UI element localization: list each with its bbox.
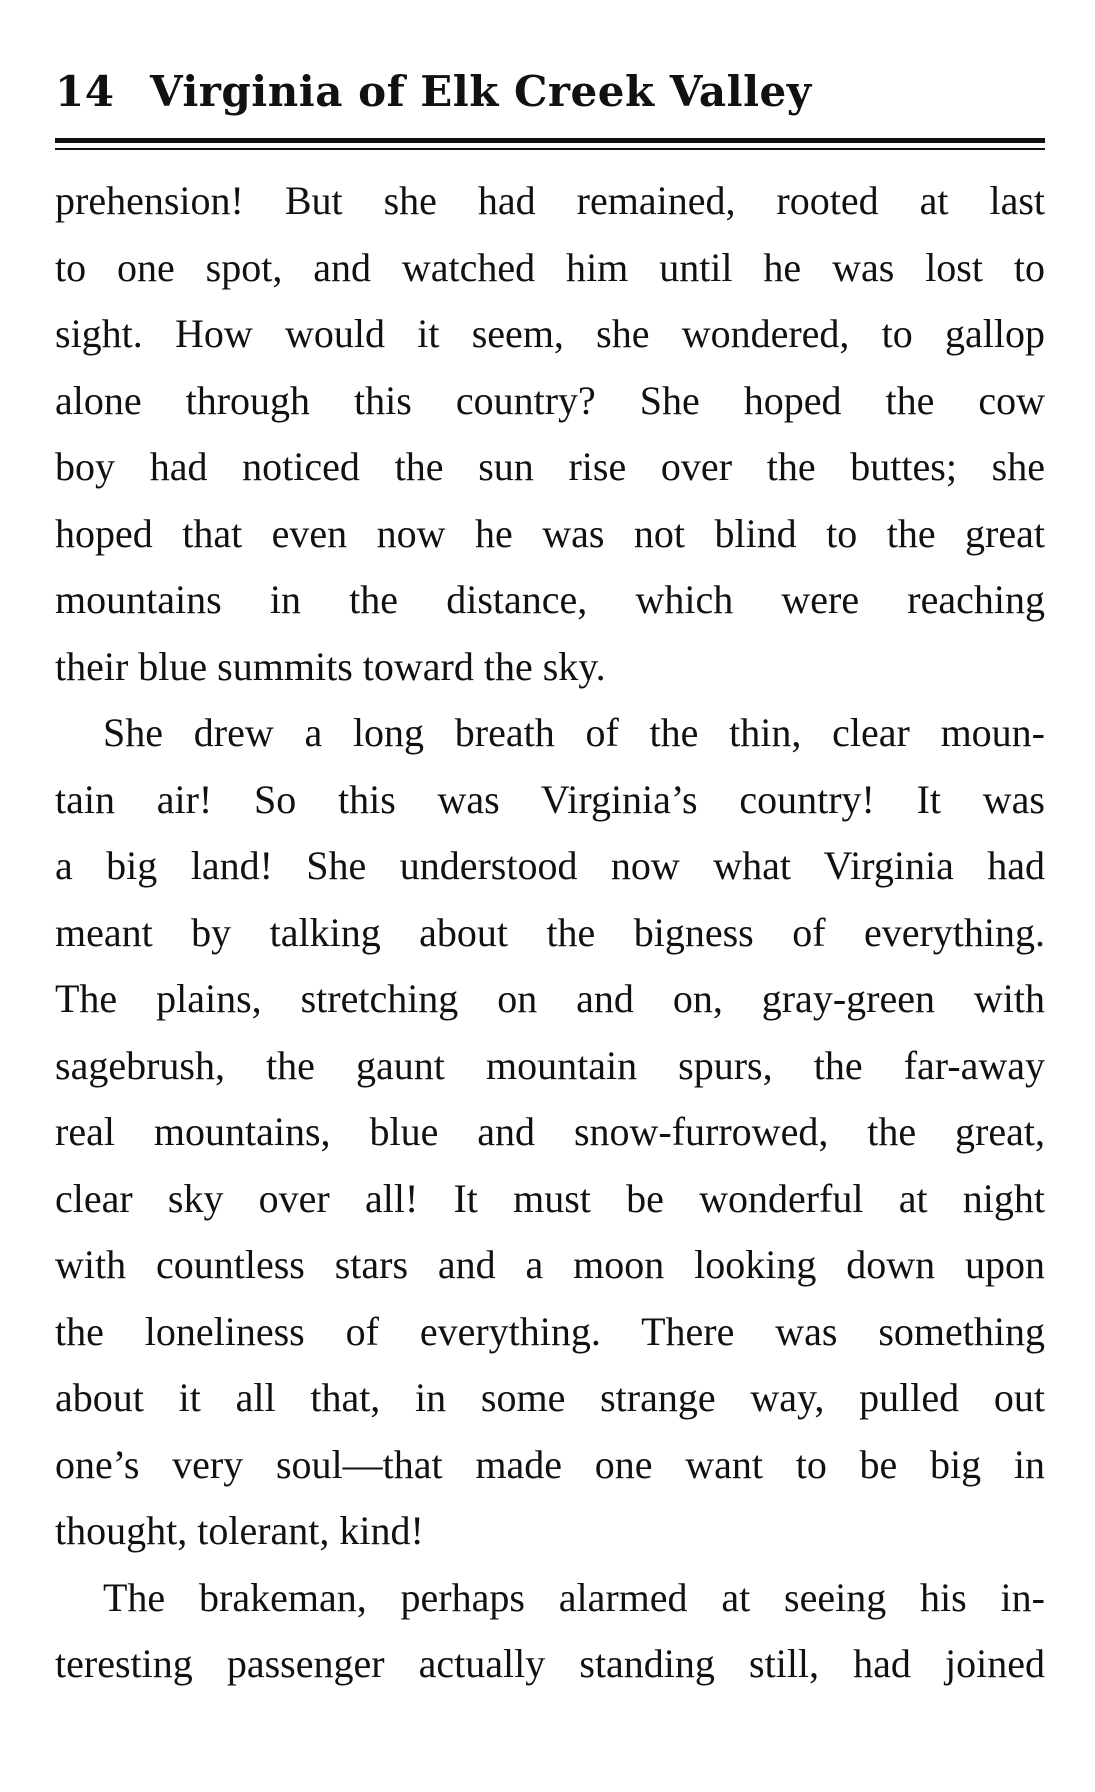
text-line: sight. How would it seem, she wondered, to gallop (55, 311, 1045, 356)
text-line: to one spot, and watched him until he was lost to (55, 244, 1045, 290)
text-line: their blue summits toward the sky. (55, 643, 606, 689)
header-rule-thick (55, 138, 1045, 143)
header-rule-thin (55, 148, 1045, 150)
text-line: teresting passenger actually standing still, had joined (55, 1641, 1045, 1686)
text-line: mountains in the distance, which were reaching (55, 577, 1045, 622)
running-title: Virginia of Elk Creek Valley (150, 67, 812, 116)
text-line: alone through this country? She hoped the cow (55, 377, 1045, 423)
text-line: The brakeman, perhaps alarmed at seeing his in- (103, 1574, 1045, 1620)
text-line: about it all that, in some strange way, pulled out (55, 1375, 1045, 1420)
text-line: prehension! But she had remained, rooted at last (55, 178, 1045, 223)
body-text (55, 168, 1045, 1698)
text-line: hoped that even now he was not blind to the great (55, 510, 1045, 556)
text-line: boy had noticed the sun rise over the buttes; she (55, 444, 1045, 489)
text-line: with countless stars and a moon looking down upon (55, 1242, 1045, 1287)
page-number: 14 (55, 67, 115, 116)
text-line: clear sky over all! It must be wonderful at night (55, 1175, 1045, 1221)
text-line: one’s very soul—that made one want to be big in (55, 1441, 1045, 1487)
text-line: the loneliness of everything. There was something (55, 1308, 1045, 1354)
running-head (55, 62, 1045, 122)
text-line: tain air! So this was Virginia’s country! It was (55, 776, 1045, 822)
text-line: real mountains, blue and snow-furrowed, the great, (55, 1109, 1045, 1154)
text-line: meant by talking about the bigness of everything. (55, 909, 1045, 955)
text-line: The plains, stretching on and on, gray-green with (55, 976, 1045, 1021)
text-line: thought, tolerant, kind! (55, 1508, 424, 1553)
text-line: a big land! She understood now what Virginia had (55, 843, 1045, 888)
text-line: sagebrush, the gaunt mountain spurs, the far-away (55, 1042, 1045, 1088)
text-line: She drew a long breath of the thin, clear moun- (103, 710, 1045, 755)
